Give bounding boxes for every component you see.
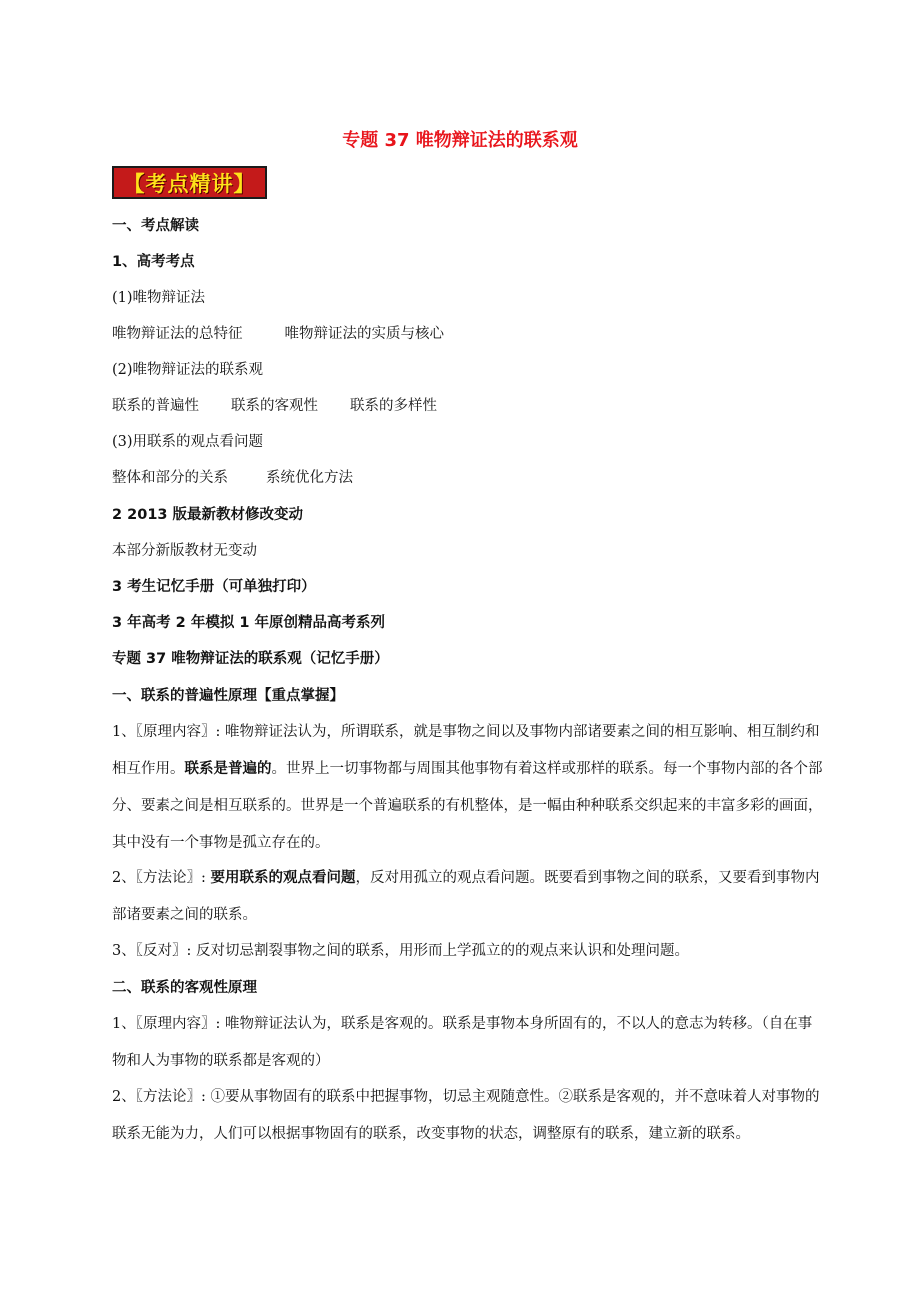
section-badge-label: 【考点精讲】: [123, 171, 256, 196]
principle-1-content: [112, 714, 824, 862]
methodology-key-phrase: 要用联系的观点看问题: [210, 870, 356, 886]
topic: 整体和部分的关系: [112, 470, 228, 486]
topic: 唯物辩证法的实质与核心: [284, 326, 444, 342]
document-title: 专题 37 唯物辩证法的联系观: [342, 130, 578, 151]
outline-item-3-topics: [112, 468, 353, 488]
subheading-exam-points: 1、高考考点: [112, 254, 195, 270]
subheading-textbook-changes: 2 2013 版最新教材修改变动: [112, 507, 304, 523]
topic: 联系的客观性: [231, 398, 318, 414]
outline-item-2-topics: [112, 396, 437, 416]
outline-item-3: (3)用联系的观点看问题: [112, 434, 264, 450]
outline-item-1: (1)唯物辩证法: [112, 290, 206, 306]
principle-1-opposition: 3、〖反对〗: 反对切忌割裂事物之间的联系，用形而上学孤立的的观点来认识和处理问题。: [112, 943, 689, 959]
principle-2-content: 1、〖原理内容〗: 唯物辩证法认为，联系是客观的。联系是事物本身所固有的，不以人的意志为转移。（自在事物和人为事物的联系都是客观的）: [112, 1016, 813, 1069]
principle-2-heading: 二、联系的客观性原理: [112, 980, 257, 996]
methodology-prefix: 2、〖方法论〗:: [112, 870, 211, 886]
textbook-changes-text: 本部分新版教材无变动: [112, 543, 257, 559]
topic: 联系的普遍性: [112, 398, 199, 414]
topic: 唯物辩证法的总特征: [112, 326, 243, 342]
principle-1-methodology: [112, 860, 824, 934]
outline-item-2: (2)唯物辩证法的联系观: [112, 362, 264, 378]
principle-1-heading: 一、联系的普遍性原理【重点掌握】: [112, 688, 344, 704]
handbook-title: 专题 37 唯物辩证法的联系观（记忆手册）: [112, 651, 389, 667]
principle-1-content-rest: 。世界上一切事物都与周围其他事物有着这样或那样的联系。每一个事物内部的各个部分、要素之间是相互联系的。世界是一个普遍联系的有机整体，是一幅由种种联系交织起来的丰富多彩的画面，其中没有一个事物是孤立存在的。: [112, 761, 823, 851]
section-heading: 一、考点解读: [112, 218, 199, 234]
section-badge: [112, 166, 267, 199]
principle-1-content-text: 1、〖原理内容〗: 唯物辩证法认为，所谓联系，就是事物之间以及事物内部诸要素之间的相互影响、相互制约和相互作用。: [112, 724, 820, 777]
topic: 系统优化方法: [266, 470, 353, 486]
methodology-rest: ，反对用孤立的观点看问题。既要看到事物之间的联系，又要看到事物内部诸要素之间的联系。: [112, 870, 820, 923]
outline-item-1-topics: [112, 324, 444, 344]
topic: 联系的多样性: [350, 398, 437, 414]
subheading-memory-handbook: 3 考生记忆手册（可单独打印）: [112, 579, 316, 595]
principle-2-methodology: 2、〖方法论〗: ①要从事物固有的联系中把握事物，切忌主观随意性。②联系是客观的，并不意味着人对事物的联系无能为力，人们可以根据事物固有的联系，改变事物的状态，调整原有的联系，建立新的联系。: [112, 1089, 820, 1142]
principle-1-key-phrase: 联系是普遍的: [184, 761, 272, 777]
series-line: 3 年高考 2 年模拟 1 年原创精品高考系列: [112, 615, 386, 631]
